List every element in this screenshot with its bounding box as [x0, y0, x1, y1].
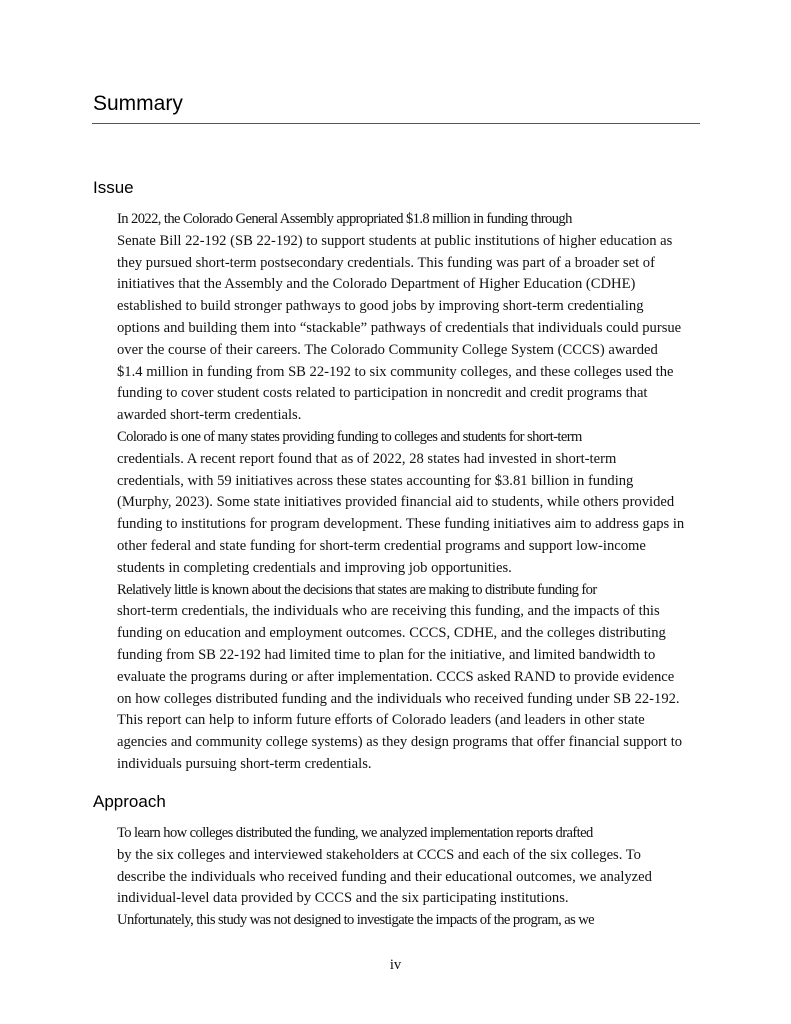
- text-line: on how colleges distributed funding and the individuals who received funding under SB 22-192.: [117, 690, 680, 707]
- text-line: This report can help to inform future efforts of Colorado leaders (and leaders in other state: [117, 712, 645, 729]
- text-line: funding to institutions for program development. These funding initiatives aim to address gaps in: [117, 516, 685, 533]
- issue-paragraph-1: [93, 209, 701, 427]
- text-line: students in completing credentials and improving job opportunities.: [117, 559, 512, 576]
- text-line: individuals pursuing short-term credentials.: [117, 755, 372, 772]
- text-line: awarded short-term credentials.: [117, 407, 302, 424]
- text-line: options and building them into “stackable” pathways of credentials that individuals could pursue: [117, 319, 682, 336]
- text-line: $1.4 million in funding from SB 22-192 to six community colleges, and these colleges used the: [117, 363, 674, 380]
- text-line: Colorado is one of many states providing funding to colleges and students for short-term: [117, 428, 582, 445]
- text-line: Relatively little is known about the decisions that states are making to distribute funding for: [117, 581, 597, 598]
- approach-paragraph-1: [93, 823, 701, 910]
- text-line: other federal and state funding for short-term credential programs and support low-income: [117, 537, 646, 554]
- issue-paragraph-2: [93, 427, 701, 580]
- text-line: In 2022, the Colorado General Assembly appropriated $1.8 million in funding through: [117, 211, 572, 227]
- approach-section: [93, 823, 701, 932]
- text-line: short-term credentials, the individuals who are receiving this funding, and the impacts of this: [117, 603, 660, 620]
- approach-heading: Approach: [93, 792, 166, 811]
- page-title: Summary: [93, 92, 183, 115]
- text-line: credentials, with 59 initiatives across these states accounting for $3.81 billion in funding: [117, 472, 634, 489]
- text-line: Senate Bill 22-192 (SB 22-192) to support students at public institutions of higher education as: [117, 232, 673, 249]
- text-line: (Murphy, 2023). Some state initiatives provided financial aid to students, while others provided: [117, 494, 675, 511]
- text-line: agencies and community college systems) as they design programs that offer financial support to: [117, 734, 683, 751]
- text-line: established to build stronger pathways to good jobs by improving short-term credentialing: [117, 298, 644, 315]
- text-line: credentials. A recent report found that as of 2022, 28 states had invested in short-term: [117, 450, 617, 467]
- text-line: they pursued short-term postsecondary credentials. This funding was part of a broader set of: [117, 254, 655, 271]
- text-line: funding from SB 22-192 had limited time to plan for the initiative, and limited bandwidth to: [117, 646, 656, 663]
- issue-heading: Issue: [93, 178, 134, 197]
- text-line: funding on education and employment outcomes. CCCS, CDHE, and the colleges distributing: [117, 625, 666, 642]
- text-line: by the six colleges and interviewed stakeholders at CCCS and each of the six colleges. To: [117, 846, 641, 863]
- text-line: individual-level data provided by CCCS and the six participating institutions.: [117, 890, 569, 907]
- issue-paragraph-3: [93, 580, 701, 776]
- text-line: describe the individuals who received funding and their educational outcomes, we analyzed: [117, 868, 652, 885]
- page-number: iv: [389, 957, 402, 973]
- text-line: evaluate the programs during or after implementation. CCCS asked RAND to provide evidence: [117, 668, 675, 685]
- text-line: funding to cover student costs related to participation in noncredit and credit programs that: [117, 385, 648, 402]
- text-line: over the course of their careers. The Colorado Community College System (CCCS) awarded: [117, 341, 658, 358]
- issue-section: [93, 209, 701, 776]
- title-divider: [92, 123, 700, 124]
- text-line: Unfortunately, this study was not designed to investigate the impacts of the program, as we: [117, 912, 595, 929]
- text-line: initiatives that the Assembly and the Colorado Department of Higher Education (CDHE): [117, 276, 636, 293]
- approach-paragraph-2: [93, 910, 701, 932]
- text-line: To learn how colleges distributed the funding, we analyzed implementation reports drafted: [117, 825, 593, 841]
